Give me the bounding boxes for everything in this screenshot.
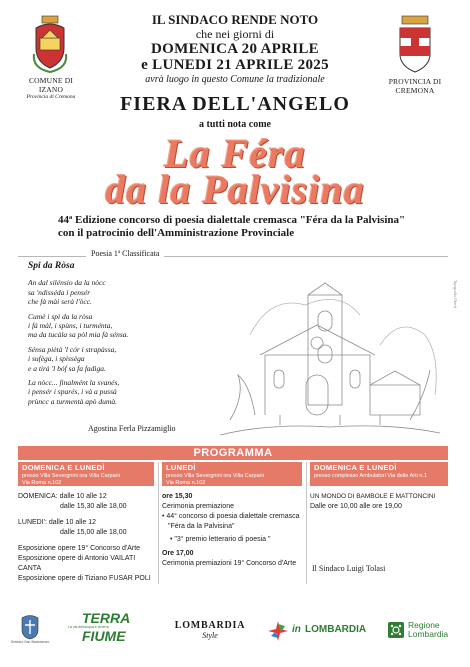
schedule-line: • "3° premio letterario di poesia " xyxy=(170,536,271,543)
mayor-signature: Il Sindaco Luigi Tolasi xyxy=(312,564,386,573)
terra-tagline: La via dell'acqua e la terra xyxy=(68,625,109,629)
edition-line2: con il patrocinio dell'Amministrazione Provinciale xyxy=(58,227,295,239)
main-title-line1: La Féra xyxy=(164,131,306,176)
left-muni-sub: Provincia di Cremona xyxy=(26,94,76,100)
poem-verse: i sufèga, i spissèga xyxy=(28,354,85,364)
poem-verse: Cumè i spì da la ròsa xyxy=(28,311,93,321)
lombardia-style-word: LOMBARDIA xyxy=(174,620,246,631)
poem-stanza xyxy=(28,312,218,340)
cremona-coat-of-arms xyxy=(396,14,434,76)
announce-line2: che nei giorni di xyxy=(195,27,275,41)
printer-credit: Tipografia Uberti xyxy=(453,280,458,308)
schedule-line: dalle 15,30 alle 18,00 xyxy=(60,503,127,510)
poem-stanza xyxy=(28,278,218,306)
terra-word: TERRA xyxy=(82,610,131,626)
schedule-line: "Féra da la Palvisina" xyxy=(168,523,235,530)
izano-coat-of-arms xyxy=(30,14,70,74)
terra-fiume-logo xyxy=(68,612,154,643)
exhibit-line: Esposizione opere di Tiziano FUSAR POLI xyxy=(18,575,151,582)
date-line2: e LUNEDI 21 APRILE 2025 xyxy=(141,57,329,73)
col1-schedule xyxy=(18,492,154,584)
poem-verse: prùncc a turmentà apò dumà. xyxy=(28,396,117,406)
rosa-camuna-icon xyxy=(388,622,404,638)
schedule-line: UN MONDO DI BAMBOLE E MATTONCINI xyxy=(310,493,436,500)
regione-word: Regione xyxy=(408,620,440,630)
fiume-word: FIUME xyxy=(82,628,126,644)
col3-venue: presso complesso Ambulatori Via delle Arti n.1 xyxy=(314,472,428,479)
time-label: Ore 17,00 xyxy=(162,550,194,557)
lombardia-word: Lombardia xyxy=(408,629,449,639)
schedule-line: Cerimonia premiazione xyxy=(162,503,234,510)
time-label: ore 15,30 xyxy=(162,493,193,500)
date-line1: DOMENICA 20 APRILE xyxy=(151,41,319,57)
programma-column-3 xyxy=(310,462,448,574)
inlombardia-word: LOMBARDIA xyxy=(305,624,367,635)
poem-stanza xyxy=(28,378,218,406)
poem-verse: ma da tucàla sa pòl mia fà sénsa. xyxy=(28,330,129,340)
exhibit-line: Esposizione opere 19° Concorso d'Arte xyxy=(18,545,141,552)
schedule-line: Cerimonia premiazioni 19° Concorso d'Arte xyxy=(162,560,297,567)
column-divider xyxy=(306,462,307,584)
main-title-line2: da la Palvisina xyxy=(105,167,365,212)
parish-label: Oratorio San Bartolomeo xyxy=(10,640,50,644)
schedule-line: dalle 15,00 alle 18,00 xyxy=(60,529,127,536)
poem-label: Poesia 1ª Classificata xyxy=(86,249,164,258)
poem-verse: La nòcc... finalmént la svanés, xyxy=(28,378,120,388)
inlombardia-star-icon xyxy=(266,620,290,642)
parish-logo xyxy=(18,612,42,640)
col2-day: LUNEDÌ xyxy=(166,463,196,472)
announce-line3: avrà luogo in questo Comune la tradizionale xyxy=(145,74,325,85)
col3-schedule xyxy=(310,492,448,512)
col2-schedule xyxy=(162,492,302,569)
right-muni-name1: PROVINCIA DI xyxy=(388,77,442,86)
exhibit-line: Esposizione opere di Antonio VAILATI CANTA xyxy=(18,555,136,572)
poem-author: Agostina Ferla Pizzamiglio xyxy=(88,424,176,433)
right-muni-name2: CREMONA xyxy=(395,86,435,95)
church-sketch-illustration xyxy=(210,275,442,437)
poem-verse: Sénsa piètà 'l cór i strapàssa, xyxy=(28,344,117,354)
schedule-line: LUNEDI': dalle 10 alle 12 xyxy=(18,519,96,526)
announcement-block xyxy=(90,12,380,85)
poem-stanza xyxy=(28,345,218,373)
col1-address: Via Roma n.102 xyxy=(22,480,62,486)
schedule-line: • 44° concorso di poesia dialettale cremasca xyxy=(162,513,300,520)
poem-title: Spi da Ròsa xyxy=(28,261,75,271)
poem-verse: e a tirà 'l bóf sa fa fadìga. xyxy=(28,363,106,373)
col1-day: DOMENICA E LUNEDÌ xyxy=(22,463,105,472)
style-word: Style xyxy=(202,631,218,640)
poem-verse: An dal silénsio da la nòcc xyxy=(28,278,106,288)
nota-come: a tutti nota come xyxy=(199,119,271,130)
fiera-title: FIERA DELL'ANGELO xyxy=(120,93,350,115)
schedule-line: Dalle ore 10,00 alle ore 19,00 xyxy=(310,503,402,510)
poem-verse: i pensér i sparés, i và a pussà xyxy=(28,387,117,397)
column-divider xyxy=(158,462,159,584)
col2-venue: presso Villa Severgnini ora Villa Carpani xyxy=(166,472,264,479)
poem-verse: che fà mài serà l'òcc. xyxy=(28,297,92,307)
inlombardia-in: in xyxy=(292,624,301,635)
announce-line1: IL SINDACO RENDE NOTO xyxy=(151,12,319,27)
programma-header: PROGRAMMA xyxy=(18,446,448,460)
poem-text xyxy=(28,262,218,411)
edition-line1: 44ª Edizione concorso di poesia dialettale cremasca "Féra da la Palvisina" xyxy=(58,214,406,226)
poem-verse: i fà màl, i spùns, i turménta, xyxy=(28,321,113,331)
col2-address: Via Roma n.102 xyxy=(166,480,206,486)
col1-header xyxy=(18,462,154,486)
col3-day: DOMENICA E LUNEDÌ xyxy=(314,463,397,472)
programma-column-1 xyxy=(18,462,154,584)
col3-header xyxy=(310,462,448,486)
programma-column-2 xyxy=(162,462,302,569)
lombardia-style-logo xyxy=(168,621,252,640)
left-muni-name: COMUNE DI IZANO xyxy=(28,76,74,94)
regione-lombardia-logo xyxy=(388,620,452,642)
schedule-line: DOMENICA: dalle 10 alle 12 xyxy=(18,493,107,500)
col2-header xyxy=(162,462,302,486)
col1-venue: presso Villa Severgnini ora Villa Carpani xyxy=(22,472,120,479)
inlombardia-logo xyxy=(266,620,380,642)
poem-verse: sa 'ndisséda i pensér xyxy=(28,287,91,297)
